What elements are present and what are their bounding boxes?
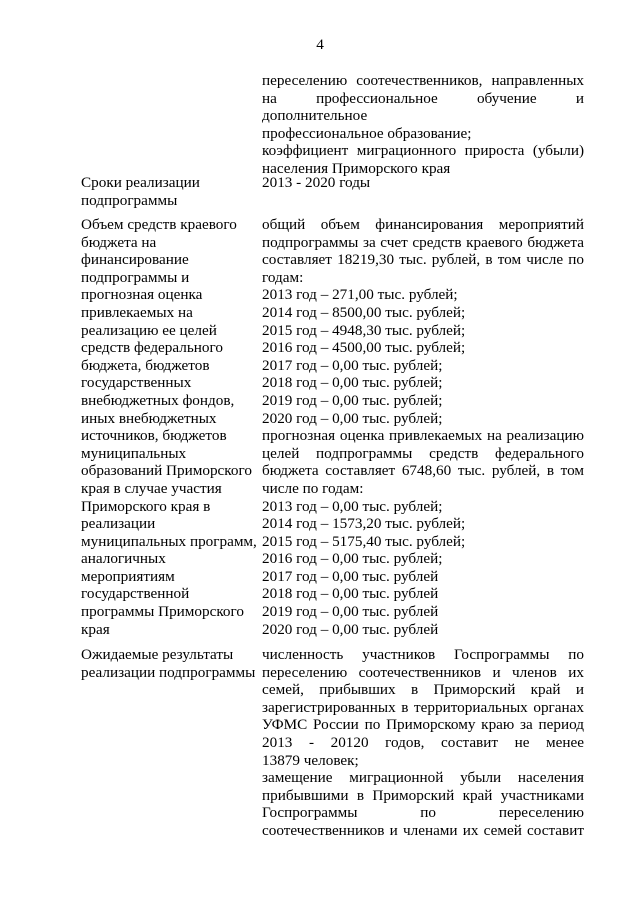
text-line: 2016 год – 0,00 тыс. рублей; (262, 550, 443, 568)
text-line: муниципальных (81, 444, 187, 462)
text-line: населения Приморского края (262, 159, 451, 177)
text-line: привлекаемых на (81, 303, 193, 321)
results-text (262, 646, 584, 840)
text-line: прогнозная оценка привлекаемых на реализацию (262, 427, 584, 445)
text-line: 2015 год – 4948,30 тыс. рублей; (262, 321, 466, 339)
text-line: составляет 18219,30 тыс. рублей, в том числе по (262, 251, 584, 269)
text-line: Сроки реализации (81, 174, 200, 191)
text-line: 2019 год – 0,00 тыс. рублей; (262, 391, 443, 409)
text-line: государственной (81, 585, 190, 603)
text-line: реализации (81, 515, 156, 533)
text-line: 2013 год – 0,00 тыс. рублей; (262, 497, 443, 515)
text-line: 2018 год – 0,00 тыс. рублей; (262, 374, 443, 392)
text-line: муниципальных программ, (81, 532, 257, 550)
text-line: края в случае участия (81, 479, 222, 497)
text-line: коэффициент миграционного прироста (убыли) (262, 142, 584, 160)
text-line: 2019 год – 0,00 тыс. рублей (262, 603, 439, 621)
text-line: УФМС России по Приморскому краю за период (262, 716, 584, 734)
text-line: реализации подпрограммы (81, 663, 256, 681)
text-line: бюджета на (81, 233, 157, 251)
text-line: внебюджетных фондов, (81, 391, 235, 409)
text-line: источников, бюджетов (81, 427, 227, 445)
text-line: края (81, 620, 110, 638)
text-line: семей, прибывших в Приморский край и (262, 681, 584, 699)
text-line: Объем средств краевого (81, 216, 237, 233)
text-line: реализацию ее целей (81, 321, 217, 339)
period-label (81, 174, 256, 209)
text-line: 2013 - 2020 годы (262, 174, 371, 191)
text-line: зарегистрированных в территориальных органах (262, 698, 584, 716)
text-line: прогнозная оценка (81, 286, 203, 304)
text-line: мероприятиям (81, 567, 175, 585)
text-line: на профессиональное обучение и дополнительное (262, 89, 584, 125)
text-line: Ожидаемые результаты (81, 646, 234, 663)
text-line: иных внебюджетных (81, 409, 217, 427)
text-line: средств федерального (81, 339, 223, 357)
text-line: 2017 год – 0,00 тыс. рублей (262, 567, 439, 585)
text-line: образований Приморского (81, 462, 252, 480)
text-line: числе по годам: (262, 479, 364, 497)
text-line: численность участников Госпрограммы по (262, 646, 584, 663)
text-line: подпрограммы (81, 191, 178, 209)
text-line: бюджета составляет 6748,60 тыс. рублей, в том (262, 462, 584, 480)
page-number: 4 (316, 36, 324, 53)
text-line: 2015 год – 5175,40 тыс. рублей; (262, 532, 466, 550)
period-value (262, 174, 584, 192)
text-line: программы Приморского (81, 603, 244, 621)
text-line: подпрограммы за счет средств краевого бюджета (262, 233, 584, 251)
text-line: общий объем финансирования мероприятий (262, 216, 584, 233)
text-line: бюджета, бюджетов (81, 356, 210, 374)
text-line: 2013 - 20120 годов, составит не менее (262, 733, 584, 751)
text-line: Госпрограммы по переселению (262, 804, 584, 822)
text-line: подпрограммы и (81, 268, 190, 286)
text-line: 2017 год – 0,00 тыс. рублей; (262, 356, 443, 374)
text-line: 2016 год – 4500,00 тыс. рублей; (262, 339, 466, 357)
text-line: 2014 год – 8500,00 тыс. рублей; (262, 303, 466, 321)
text-line: замещение миграционной убыли населения (262, 769, 584, 787)
text-line: 13879 человек; (262, 751, 359, 769)
text-line: Приморского края в (81, 497, 211, 515)
text-line: годам: (262, 268, 304, 286)
text-line: государственных (81, 374, 192, 392)
text-line: профессиональное образование; (262, 124, 472, 142)
text-line: целей подпрограммы средств федерального (262, 444, 584, 462)
funding-text (262, 216, 584, 638)
text-line: финансирование (81, 251, 189, 269)
text-line: аналогичных (81, 550, 166, 568)
text-line: переселению соотечественников, направленных (262, 72, 584, 89)
text-line: 2014 год – 1573,20 тыс. рублей; (262, 515, 466, 533)
text-line: соотечественников и членами их семей составит (262, 821, 584, 839)
funding-label (81, 216, 256, 638)
text-line: 2020 год – 0,00 тыс. рублей; (262, 409, 443, 427)
text-line: прибывшими в Приморский край участниками (262, 786, 584, 804)
text-line: переселению соотечественников и членов их (262, 663, 584, 681)
continuation-text (262, 72, 584, 178)
text-line: 2018 год – 0,00 тыс. рублей (262, 585, 439, 603)
text-line: 2020 год – 0,00 тыс. рублей (262, 620, 439, 638)
results-label (81, 646, 256, 681)
text-line: 2013 год – 271,00 тыс. рублей; (262, 286, 458, 304)
